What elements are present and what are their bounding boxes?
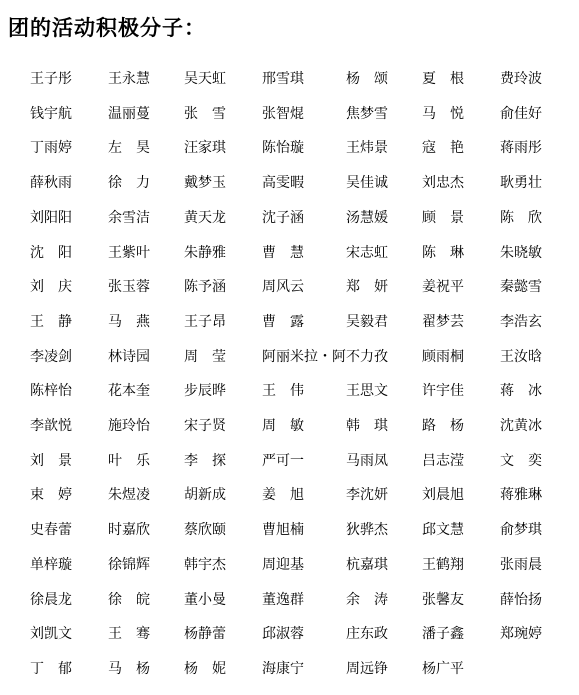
member-name: 叶 乐: [108, 452, 150, 469]
member-name: 顾 景: [422, 209, 464, 226]
member-name: 李凌剑: [30, 348, 72, 365]
member-name: 顾雨桐: [422, 348, 464, 365]
member-name: 丁雨婷: [30, 140, 72, 157]
member-name: 朱煜凌: [108, 487, 150, 504]
member-name: 狄骅杰: [346, 522, 388, 539]
member-name: 李歆悦: [30, 418, 72, 434]
member-name: 路 杨: [422, 418, 464, 434]
member-name: 夏 根: [422, 71, 464, 87]
member-name: 蒋雨彤: [500, 140, 542, 157]
member-name: 邢雪琪: [262, 71, 304, 87]
member-name: 戴梦玉: [184, 175, 226, 192]
member-name: 王思文: [346, 383, 388, 400]
member-name: 时嘉欣: [108, 522, 150, 539]
member-name: 张玉蓉: [108, 279, 150, 296]
member-name: 徐 力: [108, 175, 150, 192]
member-name: 朱晓敏: [500, 244, 542, 261]
member-name: 张馨友: [422, 591, 464, 608]
member-name: 左 昊: [108, 140, 150, 157]
member-name: 余 涛: [346, 591, 388, 608]
member-name: 焦梦雪: [346, 105, 388, 122]
member-name: 王 静: [30, 313, 72, 330]
member-name: 周 莹: [184, 348, 226, 365]
member-name: 吴毅君: [346, 313, 388, 330]
member-name: 步辰晔: [184, 383, 226, 400]
member-name: 王永慧: [108, 71, 150, 87]
member-name: 宋子贤: [184, 418, 226, 434]
member-name: 蒋雅琳: [500, 487, 542, 504]
member-name: 杨广平: [422, 660, 464, 677]
member-name: 邱淑蓉: [262, 626, 304, 643]
member-name: 周迎基: [262, 556, 304, 573]
member-name: 王 伟: [262, 383, 304, 400]
page-title: 团的活动积极分子：: [8, 15, 206, 40]
member-name: 杨静蕾: [184, 626, 226, 643]
member-name: 徐锦辉: [108, 556, 150, 573]
member-name: 马 杨: [108, 660, 150, 677]
member-name: 秦懿雪: [500, 279, 542, 296]
member-name: 施玲怡: [108, 418, 150, 434]
member-name: 王汝晗: [500, 348, 542, 365]
member-name: 郑 妍: [346, 279, 388, 296]
member-name: 阿丽米拉・阿不力孜: [262, 348, 388, 365]
member-name: 周 敏: [262, 418, 304, 434]
member-name: 吴天虹: [184, 71, 226, 87]
member-name: 王子昂: [184, 313, 226, 330]
member-name: 潘子鑫: [422, 626, 464, 643]
member-name: 刘阳阳: [30, 209, 72, 226]
member-name: 王 骞: [108, 626, 150, 643]
member-name: 杨 妮: [184, 660, 226, 677]
member-name: 马 燕: [108, 313, 150, 330]
member-name: 陈 欣: [500, 209, 542, 226]
member-name: 许宇佳: [422, 383, 464, 400]
member-name: 高雯暇: [262, 175, 304, 192]
member-name: 刘凯文: [30, 626, 72, 643]
member-name: 刘 景: [30, 452, 72, 469]
member-name: 耿勇壮: [500, 175, 542, 192]
member-name: 曹旭楠: [262, 522, 304, 539]
member-name: 费玲波: [500, 71, 542, 87]
member-name: 钱宇航: [30, 105, 72, 122]
member-name: 林诗园: [108, 348, 150, 365]
member-name: 陈 琳: [422, 244, 464, 261]
member-name: 邱文慧: [422, 522, 464, 539]
member-name: 董小曼: [184, 591, 226, 608]
member-name: 周风云: [262, 279, 304, 296]
member-name: 胡新成: [184, 487, 226, 504]
member-name: 史春蕾: [30, 522, 72, 539]
member-name: 刘晨旭: [422, 487, 464, 504]
member-name: 王鹤翔: [422, 556, 464, 573]
member-name: 沈 阳: [30, 244, 72, 261]
member-name: 李 探: [184, 452, 226, 469]
member-name: 朱静雅: [184, 244, 226, 261]
member-name: 吴佳诚: [346, 175, 388, 192]
member-name: 汪家琪: [184, 140, 226, 157]
member-name: 姜祝平: [422, 279, 464, 296]
member-name: 温丽蔓: [108, 105, 150, 122]
member-name: 沈黄冰: [500, 418, 542, 434]
member-name: 薛怡扬: [500, 591, 542, 608]
member-name: 单梓璇: [30, 556, 72, 573]
member-name: 陈予涵: [184, 279, 226, 296]
member-name: 张雨晨: [500, 556, 542, 573]
member-name: 俞佳好: [500, 105, 542, 122]
member-name: 严可一: [262, 452, 304, 469]
member-name: 杨 颂: [346, 71, 388, 87]
member-name: 文 奕: [500, 452, 542, 469]
member-name: 海康宁: [262, 660, 304, 677]
member-name: 郑琬婷: [500, 626, 542, 643]
member-name: 张智焜: [262, 105, 304, 122]
member-name: 汤慧媛: [346, 209, 388, 226]
member-name: 黄天龙: [184, 209, 226, 226]
member-name: 刘 庆: [30, 279, 72, 296]
member-name: 沈子涵: [262, 209, 304, 226]
member-name: 李沈妍: [346, 487, 388, 504]
member-name: 翟梦芸: [422, 313, 464, 330]
member-name: 周远铮: [346, 660, 388, 677]
member-name: 王炜景: [346, 140, 388, 157]
member-name: 丁 郁: [30, 660, 72, 677]
member-name: 余雪洁: [108, 209, 150, 226]
member-name: 束 婷: [30, 487, 72, 504]
member-name: 马 悦: [422, 105, 464, 122]
member-name: 董逸群: [262, 591, 304, 608]
member-name: 徐晨龙: [30, 591, 72, 608]
member-name: 薛秋雨: [30, 175, 72, 192]
member-name: 花本奎: [108, 383, 150, 400]
member-name: 宋志虹: [346, 244, 388, 261]
member-name: 王紫叶: [108, 244, 150, 261]
member-name: 陈怡璇: [262, 140, 304, 157]
member-name: 庄东政: [346, 626, 388, 643]
member-name: 杭嘉琪: [346, 556, 388, 573]
member-name: 徐 皖: [108, 591, 150, 608]
member-name: 曹 露: [262, 313, 304, 330]
member-name: 韩宇杰: [184, 556, 226, 573]
member-name: 吕志滢: [422, 452, 464, 469]
member-name: 陈梓怡: [30, 383, 72, 400]
member-name: 蔡欣颐: [184, 522, 226, 539]
member-name: 曹 慧: [262, 244, 304, 261]
member-name: 姜 旭: [262, 487, 304, 504]
member-name: 王子彤: [30, 71, 72, 87]
member-name: 韩 琪: [346, 418, 388, 434]
member-name: 寇 艳: [422, 140, 464, 157]
member-name: 李浩玄: [500, 313, 542, 330]
member-name: 刘忠杰: [422, 175, 464, 192]
member-name: 蒋 冰: [500, 383, 542, 400]
member-name: 张 雪: [184, 105, 226, 122]
member-name: 俞梦琪: [500, 522, 542, 539]
member-name: 马雨凤: [346, 452, 388, 469]
